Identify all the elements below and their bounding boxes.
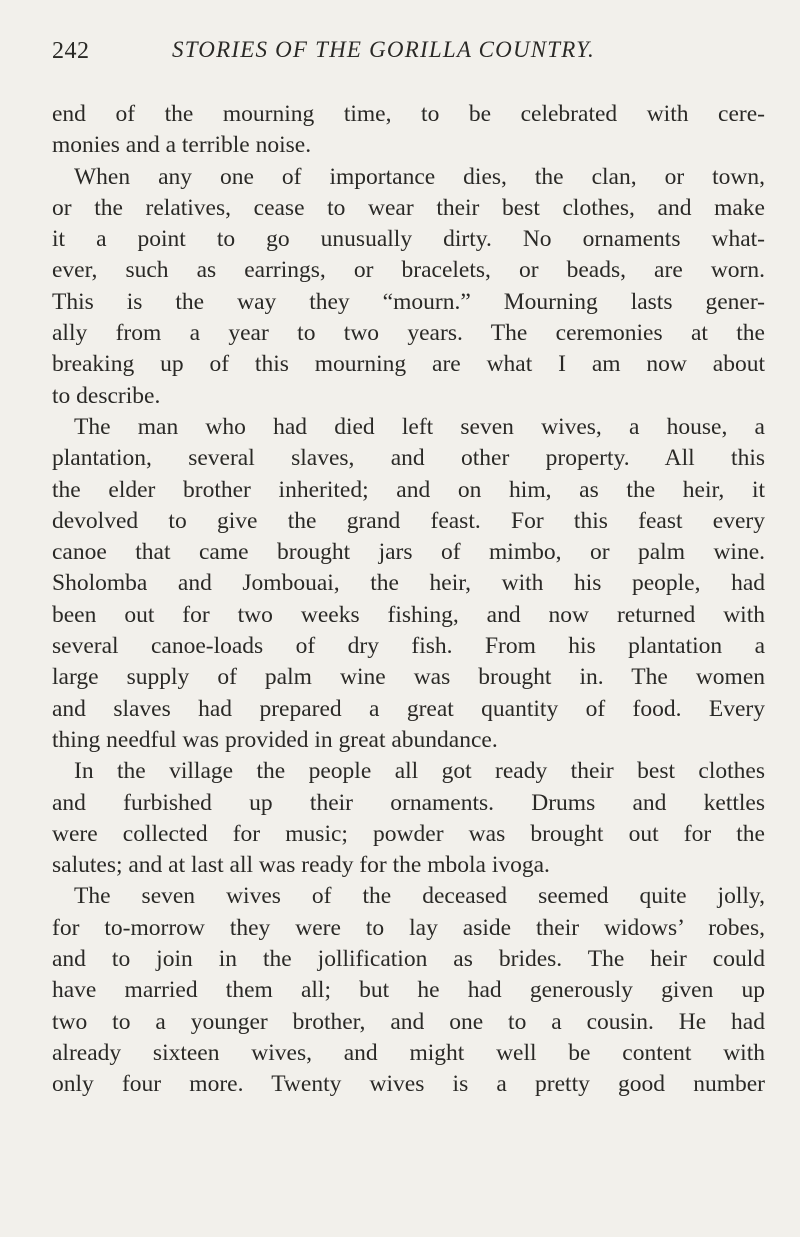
running-head xyxy=(52,36,760,70)
text-line: ever, such as earrings, or bracelets, or beads, are worn. xyxy=(52,257,765,284)
text-line: it a point to go unusually dirty. No ornaments what- xyxy=(52,226,765,253)
text-line: canoe that came brought jars of mimbo, or palm wine. xyxy=(52,539,765,566)
text-line: already sixteen wives, and might well be content with xyxy=(52,1039,765,1066)
text-line: thing needful was provided in great abundance. xyxy=(52,726,498,753)
text-line: and slaves had prepared a great quantity of food. Every xyxy=(52,695,765,722)
text-line: for to-morrow they were to lay aside their widows’ robes, xyxy=(52,914,765,941)
body-text xyxy=(52,99,765,1101)
text-line: The seven wives of the deceased seemed quite jolly, xyxy=(74,883,765,910)
text-line: several canoe-loads of dry fish. From his plantation a xyxy=(52,633,765,660)
text-line: have married them all; but he had generously given up xyxy=(52,977,765,1004)
text-line: to describe. xyxy=(52,382,161,409)
text-line: ally from a year to two years. The ceremonies at the xyxy=(52,320,765,347)
text-line: and furbished up their ornaments. Drums and kettles xyxy=(52,789,765,816)
text-line: This is the way they “mourn.” Mourning lasts gener- xyxy=(52,288,765,315)
text-line: were collected for music; powder was brought out for the xyxy=(52,820,765,847)
page-number: 242 xyxy=(52,38,90,64)
text-line: end of the mourning time, to be celebrated with cere- xyxy=(52,101,765,127)
text-line: only four more. Twenty wives is a pretty good number xyxy=(52,1071,765,1098)
text-line: been out for two weeks fishing, and now returned with xyxy=(52,601,765,628)
text-line: When any one of importance dies, the clan, or town, xyxy=(74,163,765,190)
text-line: plantation, several slaves, and other property. All this xyxy=(52,445,765,472)
text-line: two to a younger brother, and one to a cousin. He had xyxy=(52,1008,765,1035)
text-line: The man who had died left seven wives, a house, a xyxy=(74,413,765,440)
text-line: or the relatives, cease to wear their best clothes, and make xyxy=(52,194,765,221)
text-line: salutes; and at last all was ready for the mbola ivoga. xyxy=(52,852,550,879)
text-line: the elder brother inherited; and on him, as the heir, it xyxy=(52,476,765,503)
text-line: devolved to give the grand feast. For this feast every xyxy=(52,507,765,534)
running-title: STORIES OF THE GORILLA COUNTRY. xyxy=(172,37,595,62)
text-line: monies and a terrible noise. xyxy=(52,132,312,159)
text-line: large supply of palm wine was brought in. The women xyxy=(52,664,765,691)
text-line: In the village the people all got ready their best clothes xyxy=(74,758,765,785)
text-line: Sholomba and Jombouai, the heir, with his people, had xyxy=(52,570,765,597)
text-line: and to join in the jollification as brides. The heir could xyxy=(52,946,765,973)
text-line: breaking up of this mourning are what I am now about xyxy=(52,351,765,378)
